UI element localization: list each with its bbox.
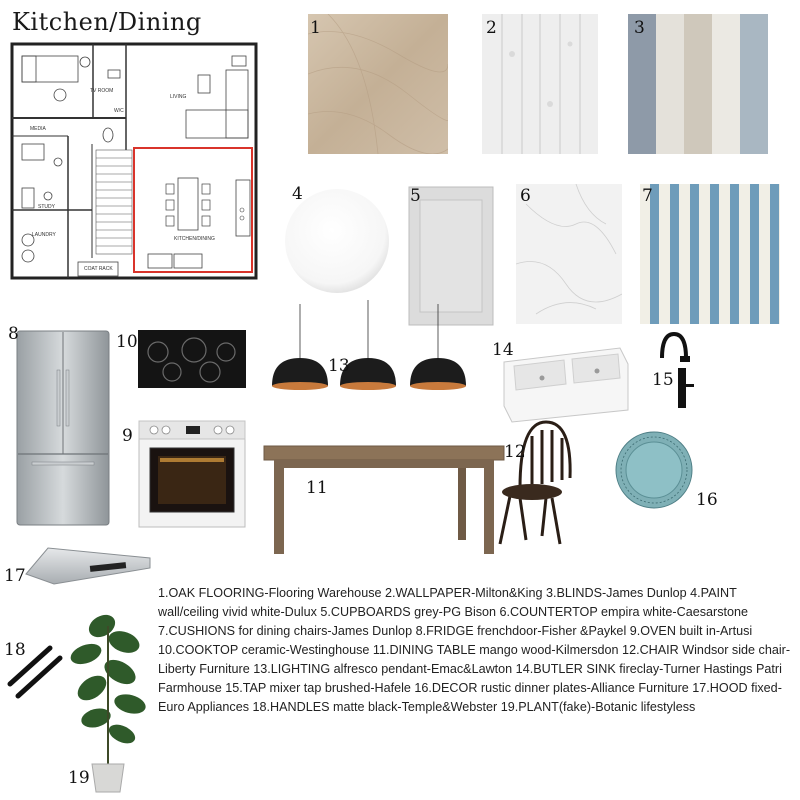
item-number-1: 1 xyxy=(310,18,321,38)
item-number-2: 2 xyxy=(486,18,497,38)
item-number-14: 14 xyxy=(492,340,514,360)
pendant-lights-image xyxy=(268,300,474,396)
room-label-tv: TV ROOM xyxy=(90,88,114,94)
range-hood-image xyxy=(24,544,154,586)
product-list-caption: 1.OAK FLOORING-Flooring Warehouse 2.WALLPAPER-Milton&King 3.BLINDS-James Dunlop 4.PAINT wall/ceiling vivid white-Dulux 5.CUPBOARDS grey-PG Bison 6.COUNTERTOP empira white-Caesarstone 7.CUSHIONS for dining chairs-James Dunlop 8.FRIDGE frenchdoor-Fisher &Paykel 9.OVEN built in-Artusi 10.COOKTOP ceramic-Westinghouse 11.DINING TABLE mango wood-Kilmersdon 12.CHAIR Windsor side chair-Liberty Furniture 13.LIGHTING alfresco pendant-Emac&Lawton 14.BUTLER SINK fireclay-Turner Hastings Patri Farmhouse 15.TAP mixer tap brushed-Hafele 16.DECOR rustic dinner plates-Alliance Furniture 17.HOOD fixed-Euro Appliances 18.HANDLES matte black-Temple&Webster 19.PLANT(fake)-Botanic lifestyless xyxy=(158,586,791,714)
item-number-10: 10 xyxy=(116,332,138,352)
countertop-swatch xyxy=(516,184,622,324)
room-label-media: MEDIA xyxy=(30,126,46,132)
windsor-chair-image xyxy=(490,418,574,548)
item-number-13: 13 xyxy=(328,356,350,376)
item-number-9: 9 xyxy=(122,426,133,446)
cushion-stripe-swatch xyxy=(640,184,780,324)
item-number-5: 5 xyxy=(410,186,421,206)
item-number-8: 8 xyxy=(8,324,19,344)
item-number-15: 15 xyxy=(652,370,674,390)
room-label-coat: COAT RACK xyxy=(84,266,113,272)
wallpaper-swatch xyxy=(482,14,598,154)
fridge-image xyxy=(16,330,110,526)
dinner-plate-image xyxy=(614,430,694,510)
room-label-study: STUDY xyxy=(38,204,55,210)
item-number-4: 4 xyxy=(292,184,303,204)
room-label-wc: W/C xyxy=(114,108,124,114)
cooktop-image xyxy=(138,330,246,388)
floor-plan xyxy=(8,40,260,282)
room-label-kitchen: KITCHEN/DINING xyxy=(174,236,215,242)
dining-table-image xyxy=(262,444,506,556)
item-number-19: 19 xyxy=(68,768,90,788)
blinds-swatch xyxy=(628,14,768,154)
item-number-11: 11 xyxy=(306,478,328,498)
item-number-17: 17 xyxy=(4,566,26,586)
item-number-6: 6 xyxy=(520,186,531,206)
oak-flooring-swatch xyxy=(308,14,448,154)
item-number-16: 16 xyxy=(696,490,718,510)
item-number-18: 18 xyxy=(4,640,26,660)
butler-sink-image xyxy=(502,340,630,424)
item-number-7: 7 xyxy=(642,186,653,206)
page-title: Kitchen/Dining xyxy=(12,8,202,36)
item-number-12: 12 xyxy=(504,442,526,462)
room-label-living: LIVING xyxy=(170,94,187,100)
item-number-3: 3 xyxy=(634,18,645,38)
room-label-laundry: LAUNDRY xyxy=(32,232,56,238)
oven-image xyxy=(138,420,246,528)
